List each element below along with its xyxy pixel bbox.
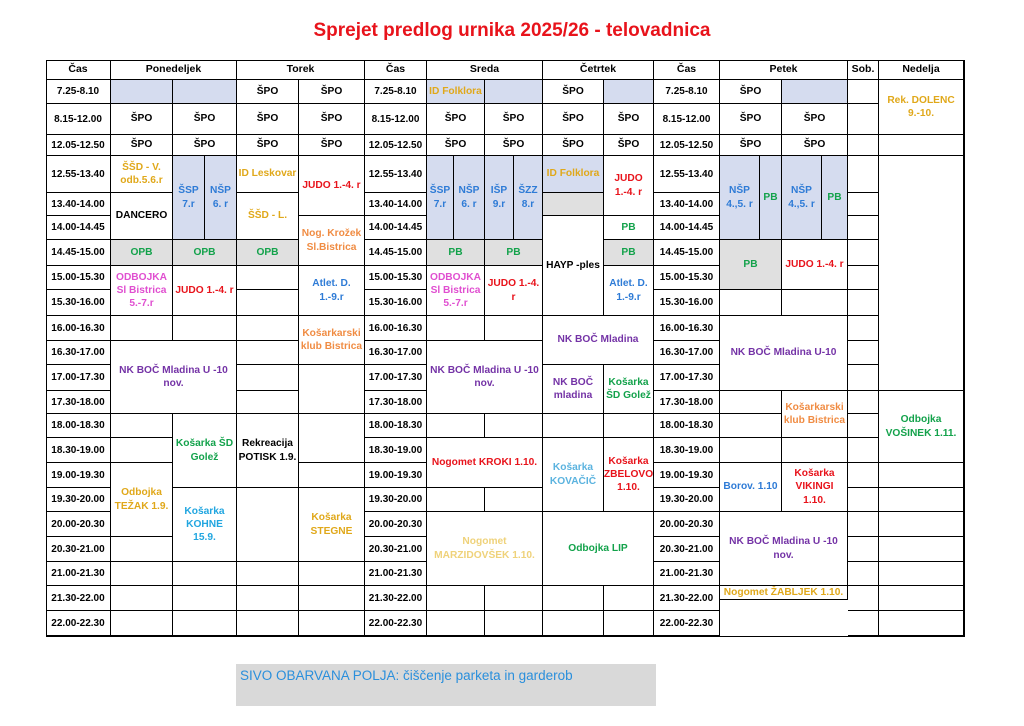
empty-cell bbox=[848, 80, 879, 104]
slot-odbojka-vosinek: Odbojka VOŠINEK 1.11. bbox=[879, 391, 964, 463]
slot-ssp: ŠSP 7.r bbox=[173, 156, 205, 240]
slot-nk-boc: NK BOČ Mladina bbox=[543, 316, 654, 365]
time-cell: 20.00-20.30 bbox=[365, 512, 427, 537]
header-petek: Petek bbox=[720, 60, 848, 80]
empty-cell bbox=[848, 365, 879, 391]
slot-spo: ŠPO bbox=[782, 104, 848, 135]
slot-pb: PB bbox=[760, 156, 782, 240]
time-cell: 21.00-21.30 bbox=[46, 562, 111, 586]
empty-cell bbox=[173, 586, 237, 611]
empty-cell bbox=[237, 391, 299, 414]
time-cell: 20.00-20.30 bbox=[46, 512, 111, 537]
slot-spo: ŠPO bbox=[485, 135, 543, 156]
empty-cell bbox=[237, 290, 299, 316]
time-cell: 21.00-21.30 bbox=[365, 562, 427, 586]
empty-cell bbox=[237, 341, 299, 365]
time-cell: 16.30-17.00 bbox=[46, 341, 111, 365]
time-cell: 18.00-18.30 bbox=[46, 414, 111, 438]
slot-spo: ŠPO bbox=[427, 135, 485, 156]
time-cell: 8.15-12.00 bbox=[365, 104, 427, 135]
slot-rek-dolenc: Rek. DOLENC 9.-10. bbox=[879, 80, 964, 135]
empty-cell bbox=[427, 611, 485, 636]
empty-cell bbox=[543, 414, 604, 438]
slot-spo: ŠPO bbox=[543, 135, 604, 156]
slot-rekreacija: Rekreacija POTISK 1.9. bbox=[237, 414, 299, 488]
slot-spo: ŠPO bbox=[720, 104, 782, 135]
slot-kosarka-vikingi: Košarka VIKINGI 1.10. bbox=[782, 463, 848, 512]
slot-opb: OPB bbox=[173, 240, 237, 266]
empty-cell bbox=[485, 316, 543, 341]
empty-cell bbox=[879, 135, 964, 156]
empty-cell bbox=[111, 562, 173, 586]
time-cell: 21.00-21.30 bbox=[654, 562, 720, 586]
slot-spo: ŠPO bbox=[543, 80, 604, 104]
slot-isp: IŠP 9.r bbox=[485, 156, 514, 240]
time-cell: 13.40-14.00 bbox=[365, 193, 427, 216]
time-cell: 12.05-12.50 bbox=[654, 135, 720, 156]
time-cell: 17.30-18.00 bbox=[365, 391, 427, 414]
slot-hayp: HAYP -ples bbox=[543, 216, 604, 316]
empty-cell bbox=[604, 414, 654, 438]
slot-kosarka-kohne: Košarka KOHNE 15.9. bbox=[173, 488, 237, 562]
empty-cell bbox=[111, 611, 173, 636]
time-cell: 21.30-22.00 bbox=[365, 586, 427, 611]
time-cell: 19.00-19.30 bbox=[365, 463, 427, 488]
time-cell: 14.45-15.00 bbox=[365, 240, 427, 266]
time-cell: 20.30-21.00 bbox=[654, 537, 720, 562]
time-cell: 16.00-16.30 bbox=[365, 316, 427, 341]
time-cell: 18.30-19.00 bbox=[654, 438, 720, 463]
slot-pb: PB bbox=[604, 240, 654, 266]
time-cell: 14.45-15.00 bbox=[46, 240, 111, 266]
empty-cell bbox=[848, 463, 879, 488]
empty-cell bbox=[299, 463, 365, 488]
empty-cell bbox=[848, 488, 879, 512]
slot-opb: OPB bbox=[237, 240, 299, 266]
slot-nogomet-kroki: Nogomet KROKI 1.10. bbox=[427, 438, 543, 488]
slot-nk-boc: NK BOČ Mladina U -10 nov. bbox=[111, 341, 237, 414]
empty-cell bbox=[485, 414, 543, 438]
header-cas-2: Čas bbox=[365, 60, 427, 80]
slot-spo: ŠPO bbox=[237, 135, 299, 156]
time-cell: 19.30-20.00 bbox=[46, 488, 111, 512]
time-cell: 20.00-20.30 bbox=[654, 512, 720, 537]
slot-spo: ŠPO bbox=[720, 80, 782, 104]
time-cell: 16.00-16.30 bbox=[654, 316, 720, 341]
slot-id-folklora: ID Folklora bbox=[543, 156, 604, 193]
header-cas-3: Čas bbox=[654, 60, 720, 80]
slot-spo: ŠPO bbox=[604, 104, 654, 135]
empty-cell bbox=[111, 586, 173, 611]
slot-spo: ŠPO bbox=[299, 80, 365, 104]
time-cell: 15.30-16.00 bbox=[46, 290, 111, 316]
time-cell: 18.00-18.30 bbox=[654, 414, 720, 438]
empty-cell bbox=[237, 316, 299, 341]
empty-cell bbox=[485, 611, 543, 636]
time-cell: 19.00-19.30 bbox=[654, 463, 720, 488]
slot-nogomet-zabljek: Nogomet ŽABLJEK 1.10. bbox=[720, 586, 848, 600]
header-cas: Čas bbox=[46, 60, 111, 80]
empty-cell bbox=[782, 438, 848, 463]
time-cell: 21.30-22.00 bbox=[654, 586, 720, 611]
slot-spo: ŠPO bbox=[173, 135, 237, 156]
time-cell: 17.30-18.00 bbox=[654, 391, 720, 414]
slot-spo: ŠPO bbox=[720, 135, 782, 156]
empty-cell bbox=[879, 562, 964, 586]
empty-cell bbox=[848, 438, 879, 463]
empty-cell bbox=[848, 562, 879, 586]
time-cell: 14.45-15.00 bbox=[654, 240, 720, 266]
time-cell: 14.00-14.45 bbox=[46, 216, 111, 240]
empty-cell bbox=[237, 488, 299, 562]
empty-cell bbox=[848, 290, 879, 316]
time-cell: 8.15-12.00 bbox=[46, 104, 111, 135]
time-cell: 19.00-19.30 bbox=[46, 463, 111, 488]
slot-spo: ŠPO bbox=[485, 104, 543, 135]
time-cell: 22.00-22.30 bbox=[365, 611, 427, 636]
time-cell: 15.30-16.00 bbox=[654, 290, 720, 316]
slot-odbojka-lip: Odbojka LIP bbox=[543, 512, 654, 586]
slot-nsp: NŠP 4.,5. r bbox=[782, 156, 822, 240]
slot-odbojka: ODBOJKA Sl Bistrica 5.-7.r bbox=[111, 266, 173, 316]
slot-nk-boc: NK BOČ Mladina U -10 nov. bbox=[427, 341, 543, 414]
time-cell: 15.00-15.30 bbox=[46, 266, 111, 290]
empty-cell bbox=[848, 135, 879, 156]
slot-odbojka: ODBOJKA Sl Bistrica 5.-7.r bbox=[427, 266, 485, 316]
slot-spo: ŠPO bbox=[237, 104, 299, 135]
slot-ssd-v: ŠŠD - V. odb.5.6.r bbox=[111, 156, 173, 193]
time-cell: 15.00-15.30 bbox=[365, 266, 427, 290]
time-cell: 19.30-20.00 bbox=[654, 488, 720, 512]
time-cell: 22.00-22.30 bbox=[46, 611, 111, 636]
empty-cell bbox=[111, 316, 173, 341]
slot-spo: ŠPO bbox=[111, 135, 173, 156]
time-cell: 16.30-17.00 bbox=[654, 341, 720, 365]
time-cell: 16.30-17.00 bbox=[365, 341, 427, 365]
slot-kosarka-kovacic: Košarka KOVAČIČ bbox=[543, 438, 604, 512]
empty-cell bbox=[299, 365, 365, 414]
slot-odbojka-tezak: Odbojka TEŽAK 1.9. bbox=[111, 463, 173, 537]
header-nedelja: Nedelja bbox=[879, 60, 964, 80]
empty-cell bbox=[604, 80, 654, 104]
empty-cell bbox=[543, 193, 604, 216]
empty-cell bbox=[299, 414, 365, 463]
empty-cell bbox=[848, 104, 879, 135]
slot-kosarkarski: Košarkarski klub Bistrica bbox=[299, 316, 365, 365]
empty-cell bbox=[173, 562, 237, 586]
time-cell: 17.00-17.30 bbox=[654, 365, 720, 391]
slot-spo: ŠPO bbox=[111, 104, 173, 135]
legend-note: SIVO OBARVANA POLJA: čiščenje parketa in garderob bbox=[236, 664, 656, 706]
time-cell: 20.30-21.00 bbox=[46, 537, 111, 562]
time-cell: 13.40-14.00 bbox=[654, 193, 720, 216]
empty-cell bbox=[782, 80, 848, 104]
empty-cell bbox=[237, 562, 299, 586]
empty-cell bbox=[111, 537, 173, 562]
slot-spo: ŠPO bbox=[427, 104, 485, 135]
empty-cell bbox=[848, 537, 879, 562]
slot-nsp: NŠP 6. r bbox=[205, 156, 237, 240]
slot-ssd-l: ŠŠD - L. bbox=[237, 193, 299, 240]
empty-cell bbox=[879, 537, 964, 562]
empty-cell bbox=[879, 512, 964, 537]
empty-cell bbox=[879, 586, 964, 611]
slot-spo: ŠPO bbox=[782, 135, 848, 156]
empty-cell bbox=[237, 365, 299, 391]
slot-id-folklora: ID Folklora bbox=[427, 80, 485, 104]
slot-pb: PB bbox=[485, 240, 543, 266]
slot-judo: JUDO 1.-4. r bbox=[782, 240, 848, 290]
slot-judo: JUDO 1.-4. r bbox=[173, 266, 237, 316]
empty-cell bbox=[237, 611, 299, 636]
slot-pb: PB bbox=[720, 240, 782, 290]
header-torek: Torek bbox=[237, 60, 365, 80]
slot-spo: ŠPO bbox=[173, 104, 237, 135]
time-cell: 18.30-19.00 bbox=[46, 438, 111, 463]
slot-spo: ŠPO bbox=[299, 104, 365, 135]
empty-cell bbox=[299, 562, 365, 586]
empty-cell bbox=[879, 463, 964, 488]
empty-cell bbox=[848, 216, 879, 240]
empty-cell bbox=[848, 341, 879, 365]
empty-cell bbox=[111, 80, 173, 104]
time-cell: 21.30-22.00 bbox=[46, 586, 111, 611]
slot-judo: JUDO 1.-4. r bbox=[485, 266, 543, 316]
empty-cell bbox=[848, 266, 879, 290]
empty-cell bbox=[299, 611, 365, 636]
header-sreda: Sreda bbox=[427, 60, 543, 80]
time-cell: 15.30-16.00 bbox=[365, 290, 427, 316]
time-cell: 13.40-14.00 bbox=[46, 193, 111, 216]
empty-cell bbox=[720, 290, 782, 316]
empty-cell bbox=[879, 488, 964, 512]
slot-nk-boc: NK BOČ mladina bbox=[543, 365, 604, 414]
slot-spo: ŠPO bbox=[543, 104, 604, 135]
slot-kosarka-zbelovo: Košarka ZBELOVO 1.10. bbox=[604, 438, 654, 512]
time-cell: 14.00-14.45 bbox=[365, 216, 427, 240]
time-cell: 18.00-18.30 bbox=[365, 414, 427, 438]
slot-opb: OPB bbox=[111, 240, 173, 266]
slot-kosarka-stegne: Košarka STEGNE bbox=[299, 488, 365, 562]
empty-cell bbox=[485, 586, 543, 611]
empty-cell bbox=[427, 488, 485, 512]
header-sobota: Sob. bbox=[848, 60, 879, 80]
time-cell: 15.00-15.30 bbox=[654, 266, 720, 290]
empty-cell bbox=[782, 290, 848, 316]
slot-kosarka-golez: Košarka ŠD Golež bbox=[604, 365, 654, 414]
time-cell: 18.30-19.00 bbox=[365, 438, 427, 463]
slot-judo: JUDO 1.-4. r bbox=[604, 156, 654, 216]
empty-cell bbox=[848, 240, 879, 266]
slot-spo: ŠPO bbox=[299, 135, 365, 156]
empty-cell bbox=[848, 611, 879, 636]
slot-nk-boc: NK BOČ Mladina U-10 bbox=[720, 316, 848, 391]
time-cell: 12.55-13.40 bbox=[654, 156, 720, 193]
slot-id-leskovar: ID Leskovar bbox=[237, 156, 299, 193]
time-cell: 7.25-8.10 bbox=[654, 80, 720, 104]
empty-cell bbox=[427, 586, 485, 611]
slot-atlet: Atlet. D. 1.-9.r bbox=[299, 266, 365, 316]
slot-ssp: ŠSP 7.r bbox=[427, 156, 454, 240]
time-cell: 17.00-17.30 bbox=[46, 365, 111, 391]
time-cell: 22.00-22.30 bbox=[654, 611, 720, 636]
time-cell: 8.15-12.00 bbox=[654, 104, 720, 135]
header-ponedeljek: Ponedeljek bbox=[111, 60, 237, 80]
time-cell: 12.05-12.50 bbox=[365, 135, 427, 156]
empty-cell bbox=[720, 391, 782, 414]
empty-cell bbox=[427, 316, 485, 341]
slot-kosarka-golez: Košarka ŠD Golež bbox=[173, 414, 237, 488]
empty-cell bbox=[848, 316, 879, 341]
empty-cell bbox=[543, 586, 604, 611]
time-cell: 14.00-14.45 bbox=[654, 216, 720, 240]
empty-cell bbox=[173, 316, 237, 341]
slot-spo: ŠPO bbox=[237, 80, 299, 104]
empty-cell bbox=[299, 586, 365, 611]
slot-borov: Borov. 1.10 bbox=[720, 463, 782, 512]
empty-cell bbox=[848, 391, 879, 414]
time-cell: 12.05-12.50 bbox=[46, 135, 111, 156]
empty-cell bbox=[848, 586, 879, 611]
slot-dancero: DANCERO bbox=[111, 193, 173, 240]
time-cell: 12.55-13.40 bbox=[46, 156, 111, 193]
empty-cell bbox=[485, 488, 543, 512]
empty-cell bbox=[848, 512, 879, 537]
empty-cell bbox=[427, 414, 485, 438]
time-cell: 12.55-13.40 bbox=[365, 156, 427, 193]
time-cell: 20.30-21.00 bbox=[365, 537, 427, 562]
empty-cell bbox=[879, 611, 964, 636]
page-title: Sprejet predlog urnika 2025/26 - telovadnica bbox=[313, 20, 711, 41]
empty-cell bbox=[237, 266, 299, 290]
time-cell: 7.25-8.10 bbox=[365, 80, 427, 104]
slot-nsp: NŠP 4.,5. r bbox=[720, 156, 760, 240]
empty-cell bbox=[848, 414, 879, 438]
empty-cell bbox=[720, 414, 782, 438]
slot-spo: ŠPO bbox=[604, 135, 654, 156]
time-cell: 7.25-8.10 bbox=[46, 80, 111, 104]
empty-cell bbox=[111, 438, 173, 463]
slot-szz: ŠZZ 8.r bbox=[514, 156, 543, 240]
empty-cell bbox=[848, 193, 879, 216]
empty-cell bbox=[173, 611, 237, 636]
empty-cell bbox=[848, 156, 879, 193]
empty-cell bbox=[604, 586, 654, 611]
slot-pb: PB bbox=[604, 216, 654, 240]
time-cell: 16.00-16.30 bbox=[46, 316, 111, 341]
empty-cell bbox=[879, 156, 964, 391]
slot-pb: PB bbox=[822, 156, 848, 240]
empty-cell bbox=[604, 611, 654, 636]
slot-judo: JUDO 1.-4. r bbox=[299, 156, 365, 216]
empty-cell bbox=[720, 438, 782, 463]
slot-nsp: NŠP 6. r bbox=[454, 156, 485, 240]
slot-kosarkarski: Košarkarski klub Bistrica bbox=[782, 391, 848, 438]
time-cell: 17.00-17.30 bbox=[365, 365, 427, 391]
time-cell: 17.30-18.00 bbox=[46, 391, 111, 414]
empty-cell bbox=[111, 414, 173, 438]
slot-nk-boc: NK BOČ Mladina U -10 nov. bbox=[720, 512, 848, 586]
empty-cell bbox=[485, 80, 543, 104]
slot-nog-krozek: Nog. Krožek Sl.Bistrica bbox=[299, 216, 365, 266]
slot-pb: PB bbox=[427, 240, 485, 266]
header-cetrtek: Četrtek bbox=[543, 60, 654, 80]
empty-cell bbox=[237, 586, 299, 611]
empty-cell bbox=[173, 80, 237, 104]
empty-cell bbox=[543, 611, 604, 636]
slot-atlet: Atlet. D. 1.-9.r bbox=[604, 266, 654, 316]
slot-nogomet-marz: Nogomet MARZIDOVŠEK 1.10. bbox=[427, 512, 543, 586]
time-cell: 19.30-20.00 bbox=[365, 488, 427, 512]
